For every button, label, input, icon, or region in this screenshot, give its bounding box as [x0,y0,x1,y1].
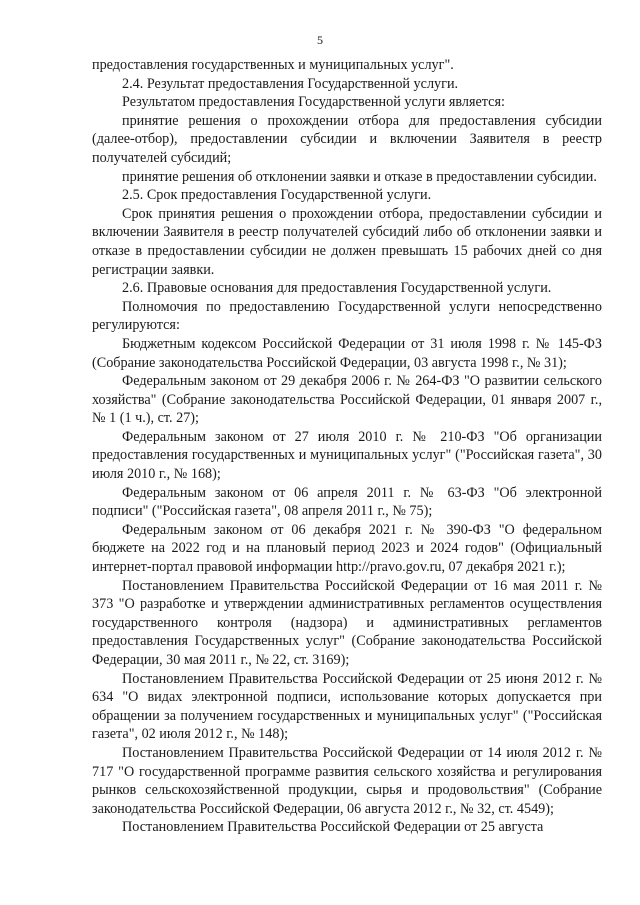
paragraph: Срок принятия решения о прохождении отбора, предоставлении субсидии и включении Заявителя в реестр получателей субсидий либо об отклонении заявки и отказе в предоставлении субсидии не должен превышать 15 рабочих дней со дня регистрации заявки. [92,205,602,278]
page-number: 5 [317,33,323,47]
paragraph: принятие решения об отклонении заявки и отказе в предоставлении субсидии. [122,168,597,185]
paragraph: принятие решения о прохождении отбора для предоставления субсидии (далее-отбор), предоставлении субсидии и включении Заявителя в реестр получателей субсидий; [92,112,602,166]
paragraph: предоставления государственных и муниципальных услуг". [92,57,454,73]
paragraph: Федеральным законом от 27 июля 2010 г. № 210-ФЗ "Об организации предоставления государственных и муниципальных услуг" ("Российская газета", 30 июля 2010 г., № 168); [92,428,602,483]
paragraph: Полномочия по предоставлению Государственной услуги непосредственно регулируются: [92,298,602,334]
paragraph: Бюджетным кодексом Российской Федерации от 31 июля 1998 г. № 145-ФЗ (Собрание законодательства Российской Федерации, 03 августа 1998 г., № 31); [92,335,602,371]
paragraph: 2.6. Правовые основания для предоставления Государственной услуги. [122,280,552,297]
paragraph: 2.5. Срок предоставления Государственной услуги. [122,187,432,204]
paragraph: 2.4. Результат предоставления Государственной услуги. [122,75,459,92]
paragraph: Постановлением Правительства Российской Федерации от 25 июня 2012 г. № 634 "О видах электронной подписи, использование которых допускается при обращении за получением государственных и муниципальных услуг" ("Российская газета", 02 июля 2012 г., № 148); [92,670,602,743]
paragraph: Постановлением Правительства Российской Федерации от 25 августа [122,819,544,836]
paragraph: Федеральным законом от 06 апреля 2011 г. № 63-ФЗ "Об электронной подписи" ("Российская газета", 08 апреля 2011 г., № 75); [92,484,602,520]
paragraph: Федеральным законом от 06 декабря 2021 г. № 390-ФЗ "О федеральном бюджете на 2022 год и на плановый период 2023 и 2024 годов" (Официальный интернет-портал правовой информации http://pravo.gov.ru, 07 декабря 2021 г.); [92,521,602,576]
document-body [92,56,602,837]
paragraph: Федеральным законом от 29 декабря 2006 г. № 264-ФЗ "О развитии сельского хозяйства" (Собрание законодательства Российской Федерации, 01 января 2007 г., № 1 (1 ч.), ст. 27); [92,373,602,427]
paragraph: Постановлением Правительства Российской Федерации от 16 мая 2011 г. № 373 "О разработке и утверждении административных регламентов осуществления государственного контроля (надзора) и административных регламентов предоставления Государственных услуг" (Собрание законодательства Российской Федерации, 30 мая 2011 г., № 22, ст. 3169); [92,577,602,668]
paragraph: Результатом предоставления Государственной услуги является: [122,94,505,111]
paragraph: Постановлением Правительства Российской Федерации от 14 июля 2012 г. № 717 "О государственной программе развития сельского хозяйства и регулирования рынков сельскохозяйственной продукции, сырья и продовольствия" (Собрание законодательства Российской Федерации, 06 августа 2012 г., № 32, ст. 4549); [92,744,602,817]
